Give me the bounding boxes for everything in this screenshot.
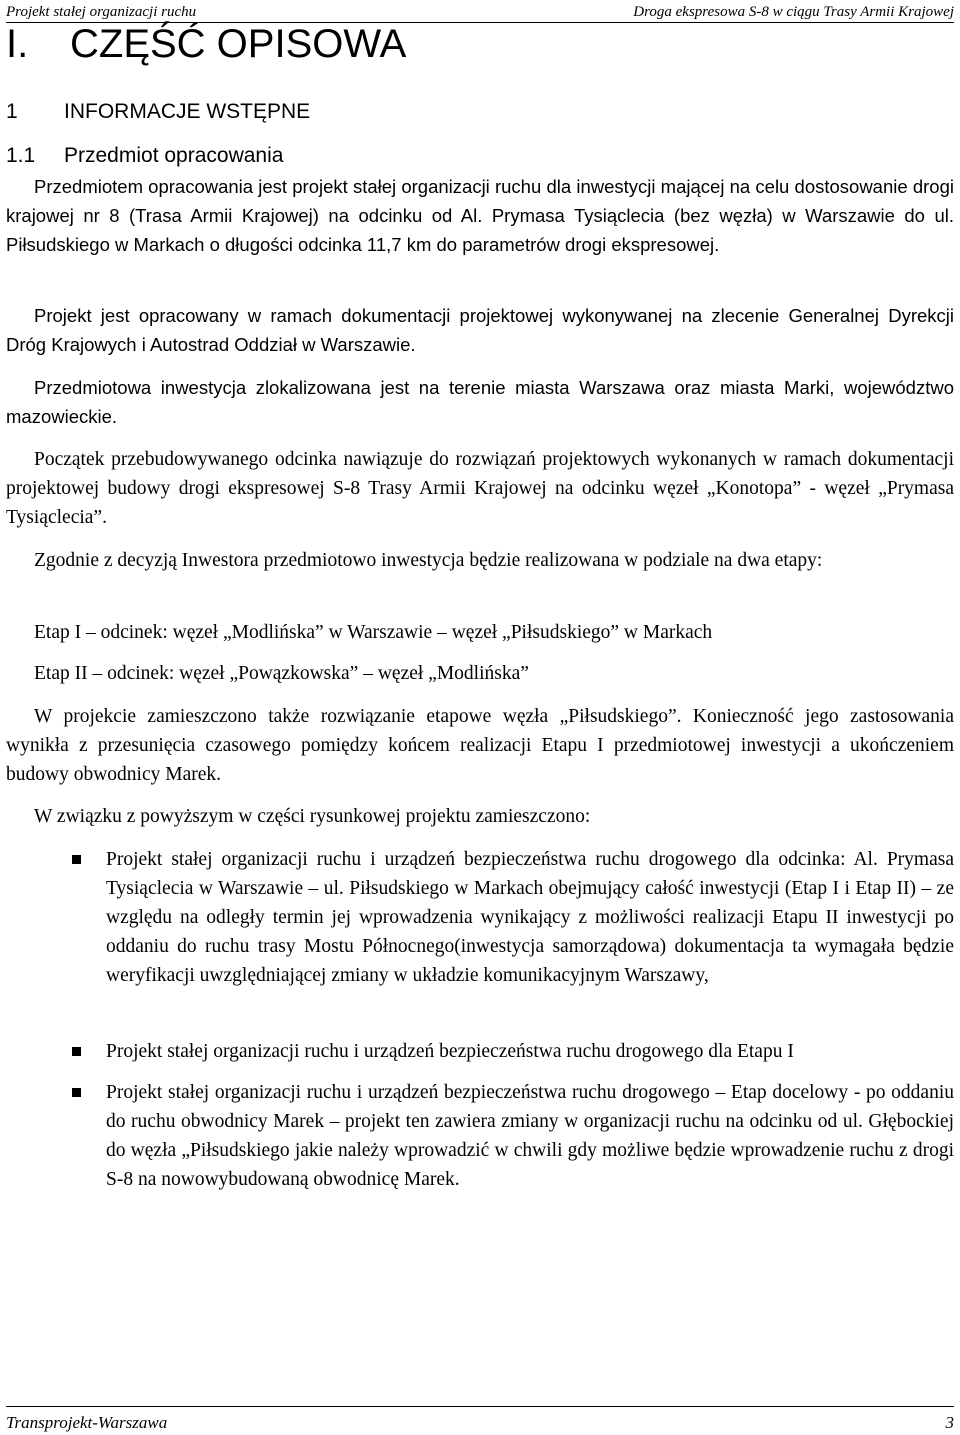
paragraph-text: Etap I – odcinek: węzeł „Modlińska” w Warszawie – węzeł „Piłsudskiego” w Markach [34,622,713,643]
list-item [6,845,954,990]
header-left: Projekt stałej organizacji ruchu [6,4,197,20]
part-title-text: CZĘŚĆ OPISOWA [70,22,407,66]
bullet-list [6,845,954,990]
part-title-number: I. [6,22,29,66]
footer-company: Transprojekt-Warszawa [6,1413,168,1432]
paragraph-text: Etap II – odcinek: węzeł „Powązkowska” – węzeł „Modlińska” [34,663,529,684]
stage-one [6,618,954,647]
paragraph-text: W związku z powyższym w części rysunkowej projektu zamieszczono: [34,806,591,827]
list-item-text: Projekt stałej organizacji ruchu i urządzeń bezpieczeństwa ruchu drogowego dla odcinka: Al. Prymasa Tysiąclecia w Warszawie – ul. Piłsudskiego w Markach obejmujący całość inwestycji (Etap I i Etap II) – ze względu na odległy termin jej wprowadzenia wynikający z możliwości realizacji Etapu II inwestycji po oddaniu do ruchu trasy Mostu Północnego(inwestycja samorządowa) dokumentacja ta wymagała będzie weryfikacji uwzględniającej zmiany w układzie komunikacyjnym Warszawy, [106,849,954,986]
paragraph-location [6,373,954,431]
paragraph-text: W projekcie zamieszczono także rozwiązanie etapowe węzła „Piłsudskiego”. Konieczność jego zastosowania wynikła z przesunięcia czasowego pomiędzy końcem realizacji Etapu I przedmiotowej inwestycji a ukończeniem budowy obwodnicy Marek. [6,706,954,785]
subsection-number: 1.1 [6,144,36,167]
paragraph-text: Projekt jest opracowany w ramach dokumentacji projektowej wykonywanej na zlecenie Generalnej Dyrekcji Dróg Krajowych i Autostrad Oddział w Warszawie. [6,305,954,355]
bullet-list [6,1078,954,1194]
paragraph-text: Zgodnie z decyzją Inwestora przedmiotowo inwestycja będzie realizowana w podziale na dwa etapy: [34,550,823,571]
square-bullet-icon [72,855,81,864]
paragraph-drawings [6,802,954,831]
square-bullet-icon [72,1047,81,1056]
bullet-list [6,1037,954,1066]
part-title [6,18,954,70]
paragraph-text: Przedmiotem opracowania jest projekt stałej organizacji ruchu dla inwestycji mającej na celu dostosowanie drogi krajowej nr 8 (Trasa Armii Krajowej) na odcinku od Al. Prymasa Tysiąclecia (bez węzła) w Warszawie do ul. Piłsudskiego w Markach o długości odcinka 11,7 km do parametrów drogi ekspresowej. [6,176,954,255]
list-item-text: Projekt stałej organizacji ruchu i urządzeń bezpieczeństwa ruchu drogowego – Etap docelowy - po oddaniu do ruchu obwodnicy Marek – projekt ten zawiera zmiany w organizacji ruchu na odcinku od ul. Głębockiej do węzła „Piłsudskiego jakie należy wprowadzić w chwili gdy możliwe będzie wprowadzenie ruchu z drogi S-8 na nowowybudowaną obwodnicę Marek. [106,1082,954,1190]
section-title: INFORMACJE WSTĘPNE [64,100,311,123]
header-right: Droga ekspresowa S-8 w ciągu Trasy Armii Krajowej [633,4,954,20]
list-item [6,1078,954,1194]
list-item-text: Projekt stałej organizacji ruchu i urządzeń bezpieczeństwa ruchu drogowego dla Etapu I [106,1041,794,1062]
paragraph-subject [6,172,954,259]
subsection-heading [6,141,954,171]
paragraph-start [6,445,954,532]
paragraph-text: Przedmiotowa inwestycja zlokalizowana jest na terenie miasta Warszawa oraz miasta Marki, województwo mazowieckie. [6,377,954,427]
section-heading [6,97,954,127]
paragraph-text: Początek przebudowywanego odcinka nawiązuje do rozwiązań projektowych wykonanych w ramach dokumentacji projektowej budowy drogi ekspresowej S-8 Trasy Armii Krajowej na odcinku węzeł „Konotopa” - węzeł „Prymasa Tysiąclecia”. [6,449,954,528]
square-bullet-icon [72,1088,81,1097]
page-number: 3 [945,1413,954,1432]
section-number: 1 [6,100,18,123]
paragraph-stages [6,546,954,575]
paragraph-interim [6,702,954,789]
stage-two [6,659,954,688]
subsection-title: Przedmiot opracowania [64,144,284,167]
paragraph-scope [6,301,954,359]
page-footer [6,1406,954,1431]
list-item [6,1037,954,1066]
